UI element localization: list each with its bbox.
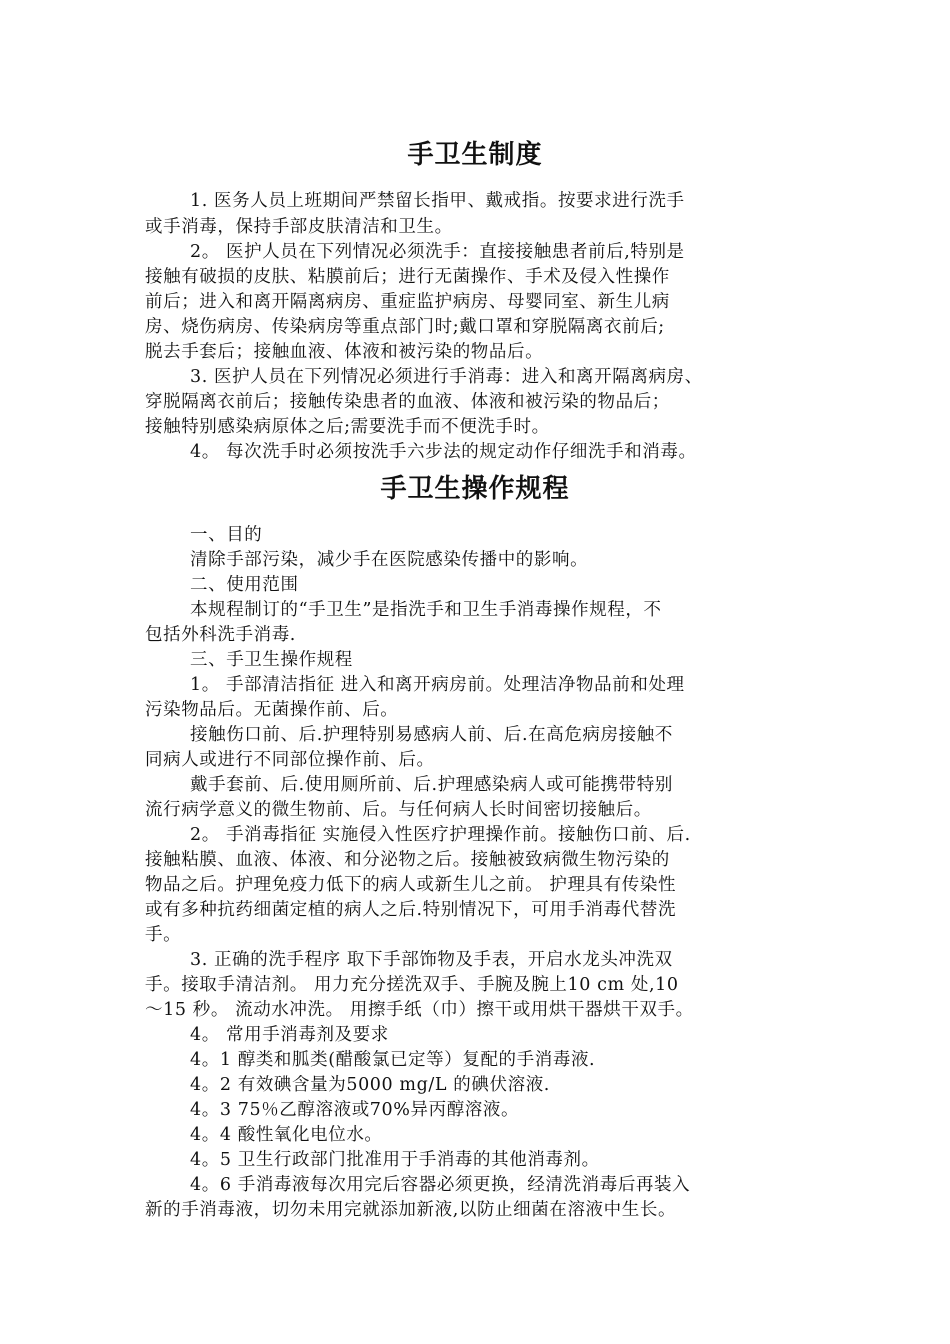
policy-line: 接触有破损的皮肤、粘膜前后；进行无菌操作、手术及侵入性操作	[145, 267, 670, 287]
title-hand-hygiene-procedure: 手卫生操作规程	[380, 474, 570, 504]
procedure-line: 本规程制订的“手卫生”是指洗手和卫生手消毒操作规程，不	[190, 600, 662, 620]
policy-line: 1. 医务人员上班期间严禁留长指甲、戴戒指。按要求进行洗手	[190, 191, 685, 211]
procedure-line: 手。接取手清洁剂。 用力充分搓洗双手、手腕及腕上10 cm 处,10	[145, 975, 679, 995]
procedure-line: 物品之后。护理免疫力低下的病人或新生儿之前。 护理具有传染性	[145, 875, 677, 895]
procedure-line: 3. 正确的洗手程序 取下手部饰物及手表，开启水龙头冲洗双	[190, 950, 673, 970]
policy-line: 房、烧伤病房、传染病房等重点部门时;戴口罩和穿脱隔离衣前后;	[145, 317, 665, 337]
policy-line: 3. 医护人员在下列情况必须进行手消毒：进入和离开隔离病房、	[190, 367, 703, 387]
procedure-line: 4。6 手消毒液每次用完后容器必须更换，经清洗消毒后再装入	[190, 1175, 691, 1195]
policy-line: 4。 每次洗手时必须按洗手六步法的规定动作仔细洗手和消毒。	[190, 442, 697, 462]
policy-line: 2。 医护人员在下列情况必须洗手：直接接触患者前后,特别是	[190, 242, 685, 262]
procedure-line: 4。3 75％乙醇溶液或70%异丙醇溶液。	[190, 1100, 520, 1120]
procedure-line: 接触伤口前、后.护理特别易感病人前、后.在高危病房接触不	[190, 725, 673, 745]
procedure-line: 4。1 醇类和胍类(醋酸氯已定等）复配的手消毒液.	[190, 1050, 596, 1070]
procedure-line: 手。	[145, 925, 182, 945]
procedure-line: 1。 手部清洁指征 进入和离开病房前。处理洁净物品前和处理	[190, 675, 685, 695]
procedure-line: 同病人或进行不同部位操作前、后。	[145, 750, 435, 770]
procedure-line: ～15 秒。 流动水冲洗。 用擦手纸（巾）擦干或用烘干器烘干双手。	[145, 1000, 694, 1020]
policy-line: 前后；进入和离开隔离病房、重症监护病房、母婴同室、新生儿病	[145, 292, 670, 312]
procedure-line: 污染物品后。无菌操作前、后。	[145, 700, 399, 720]
procedure-line: 流行病学意义的微生物前、后。与任何病人长时间密切接触后。	[145, 800, 652, 820]
procedure-line: 2。 手消毒指征 实施侵入性医疗护理操作前。接触伤口前、后.	[190, 825, 691, 845]
procedure-line: 或有多种抗药细菌定植的病人之后.特别情况下，可用手消毒代替洗	[145, 900, 677, 920]
procedure-line: 清除手部污染，减少手在医院感染传播中的影响。	[190, 550, 589, 570]
procedure-line: 三、手卫生操作规程	[190, 650, 353, 670]
policy-line: 或手消毒，保持手部皮肤清洁和卫生。	[145, 217, 453, 237]
procedure-line: 4。 常用手消毒剂及要求	[190, 1025, 389, 1045]
procedure-line: 接触粘膜、血液、体液、和分泌物之后。接触被致病微生物污染的	[145, 850, 670, 870]
procedure-line: 一、目的	[190, 525, 263, 545]
procedure-line: 4。5 卫生行政部门批准用于手消毒的其他消毒剂。	[190, 1150, 600, 1170]
procedure-line: 4。2 有效碘含量为5000 mg/L 的碘伏溶液.	[190, 1075, 550, 1095]
procedure-line: 新的手消毒液，切勿未用完就添加新液,以防止细菌在溶液中生长。	[145, 1200, 677, 1220]
policy-line: 穿脱隔离衣前后；接触传染患者的血液、体液和被污染的物品后；	[145, 392, 670, 412]
title-hand-hygiene-policy: 手卫生制度	[407, 140, 543, 170]
policy-line: 接触特别感染病原体之后;需要洗手而不便洗手时。	[145, 417, 550, 437]
procedure-line: 4。4 酸性氧化电位水。	[190, 1125, 383, 1145]
procedure-line: 包括外科洗手消毒.	[145, 625, 296, 645]
policy-line: 脱去手套后；接触血液、体液和被污染的物品后。	[145, 342, 544, 362]
procedure-line: 二、使用范围	[190, 575, 299, 595]
procedure-line: 戴手套前、后.使用厕所前、后.护理感染病人或可能携带特别	[190, 775, 673, 795]
